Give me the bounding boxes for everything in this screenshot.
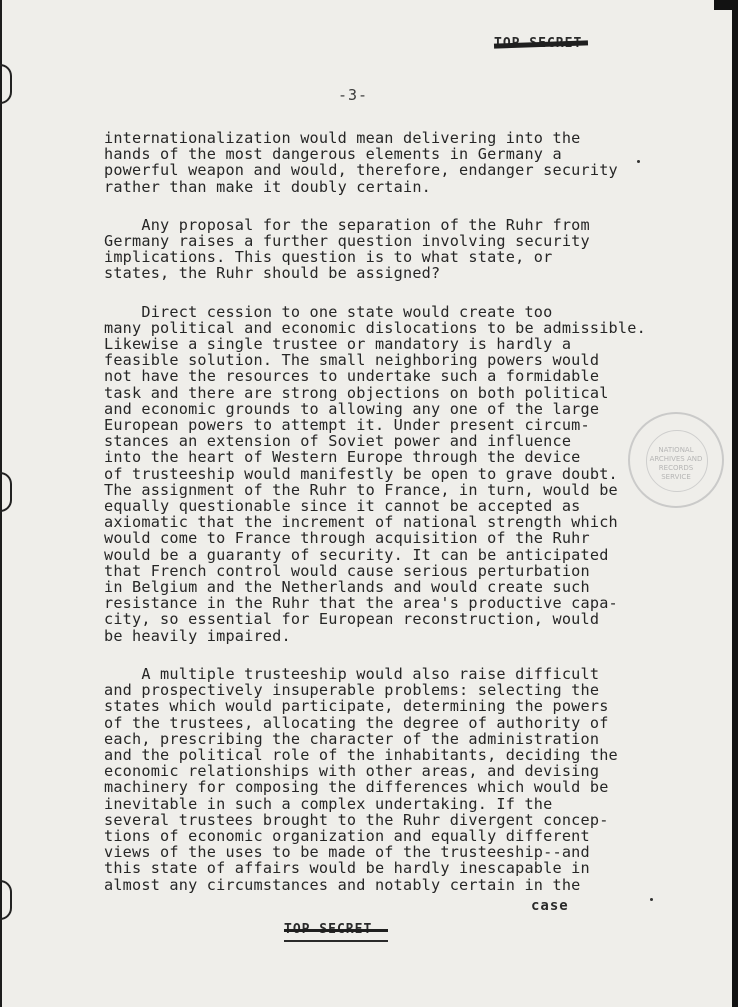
seal-line: NATIONAL bbox=[658, 446, 694, 454]
footer-strikethrough bbox=[284, 929, 388, 932]
text-line: powerful weapon and would, therefore, endanger security bbox=[104, 161, 618, 180]
paragraph-gap bbox=[104, 195, 664, 217]
paragraph-gap bbox=[104, 644, 664, 666]
page-number: -3- bbox=[338, 86, 369, 104]
text-line: into the heart of Western Europe through the device bbox=[104, 448, 581, 467]
text-line: feasible solution. The small neighboring powers would bbox=[104, 351, 600, 370]
paragraph bbox=[104, 304, 664, 644]
text-line: city, so essential for European reconstruction, would bbox=[104, 610, 600, 629]
text-line: A multiple trusteeship would also raise difficult bbox=[104, 664, 600, 683]
text-line: and the political role of the inhabitants, deciding the bbox=[104, 745, 618, 764]
paragraph bbox=[104, 130, 664, 195]
text-line: resistance in the Ruhr that the area's productive capa- bbox=[104, 594, 618, 613]
binder-hole bbox=[0, 472, 12, 512]
footer-classification-stamp bbox=[284, 922, 388, 944]
text-line: The assignment of the Ruhr to France, in turn, would be bbox=[104, 480, 618, 499]
archive-seal-text bbox=[644, 446, 708, 482]
text-line: this state of affairs would be hardly inescapable in bbox=[104, 859, 590, 878]
text-line: task and there are strong objections on both political bbox=[104, 383, 609, 402]
scan-corner bbox=[714, 0, 738, 10]
text-line: Likewise a single trustee or mandatory is hardly a bbox=[104, 335, 572, 354]
footer-underline bbox=[284, 940, 388, 942]
seal-line: RECORDS bbox=[658, 464, 694, 472]
text-line: internationalization would mean delivering into the bbox=[104, 129, 581, 147]
scan-speck bbox=[637, 160, 640, 163]
text-line: many political and economic dislocations to be admissible. bbox=[104, 318, 646, 337]
header-classification-stamp bbox=[494, 34, 588, 54]
text-line: several trustees brought to the Ruhr divergent concep- bbox=[104, 810, 609, 829]
text-line: would come to France through acquisition of the Ruhr bbox=[104, 529, 590, 548]
text-line: Any proposal for the separation of the Ruhr from bbox=[104, 215, 590, 234]
text-line: of trusteeship would manifestly be open to grave doubt. bbox=[104, 464, 618, 483]
binder-hole bbox=[0, 64, 12, 104]
text-line: that French control would cause serious perturbation bbox=[104, 561, 590, 580]
archive-seal-stamp bbox=[628, 412, 724, 508]
text-line: in Belgium and the Netherlands and would create such bbox=[104, 578, 590, 597]
seal-line: SERVICE bbox=[661, 473, 691, 481]
text-line: states, the Ruhr should be assigned? bbox=[104, 264, 441, 283]
text-line: states which would participate, determining the powers bbox=[104, 697, 609, 716]
scan-right-edge bbox=[732, 0, 738, 1007]
paragraph bbox=[104, 217, 664, 282]
catchword: case bbox=[531, 898, 569, 914]
paragraph bbox=[104, 666, 664, 893]
text-line: stances an extension of Soviet power and influence bbox=[104, 432, 572, 451]
binder-hole bbox=[0, 880, 12, 920]
text-line: rather than make it doubly certain. bbox=[104, 177, 432, 196]
text-line: machinery for composing the differences which would be bbox=[104, 778, 609, 797]
text-line: and economic grounds to allowing any one of the large bbox=[104, 399, 600, 418]
scan-speck bbox=[650, 898, 653, 901]
paragraph-gap bbox=[104, 282, 664, 304]
text-line: be heavily impaired. bbox=[104, 626, 291, 645]
text-line: almost any circumstances and notably certain in the bbox=[104, 875, 581, 894]
text-line: not have the resources to undertake such a formidable bbox=[104, 367, 600, 386]
text-line: views of the uses to be made of the trusteeship--and bbox=[104, 843, 590, 862]
document-body bbox=[104, 130, 664, 893]
text-line: would be a guaranty of security. It can be anticipated bbox=[104, 545, 609, 564]
text-line: economic relationships with other areas, and devising bbox=[104, 762, 600, 781]
text-line: equally questionable since it cannot be accepted as bbox=[104, 497, 581, 516]
text-line: hands of the most dangerous elements in Germany a bbox=[104, 145, 562, 164]
text-line: each, prescribing the character of the administration bbox=[104, 729, 600, 748]
text-line: axiomatic that the increment of national strength which bbox=[104, 513, 618, 532]
text-line: implications. This question is to what state, or bbox=[104, 248, 553, 267]
text-line: of the trustees, allocating the degree of authority of bbox=[104, 713, 609, 732]
text-line: inevitable in such a complex undertaking. If the bbox=[104, 794, 553, 813]
seal-line: ARCHIVES AND bbox=[649, 455, 703, 463]
text-line: European powers to attempt it. Under present circum- bbox=[104, 416, 590, 435]
text-line: Direct cession to one state would create too bbox=[104, 302, 553, 321]
text-line: and prospectively insuperable problems: selecting the bbox=[104, 681, 600, 700]
text-line: Germany raises a further question involving security bbox=[104, 232, 590, 251]
text-line: tions of economic organization and equally different bbox=[104, 826, 590, 845]
